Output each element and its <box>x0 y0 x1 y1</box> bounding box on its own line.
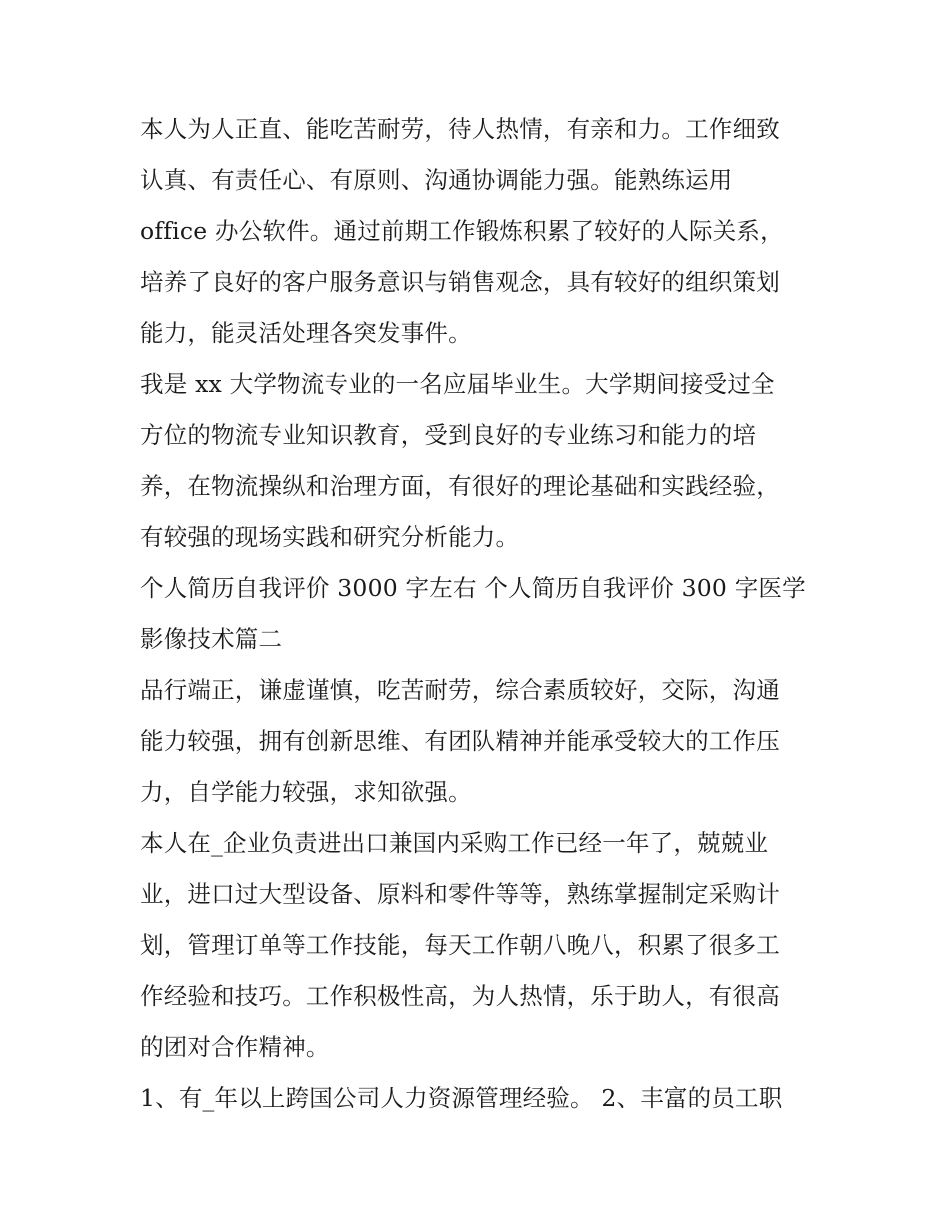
paragraph-line: 力，自学能力较强，求知欲强。 <box>140 778 472 806</box>
section-heading-line: 个人简历自我评价 3000 字左右 个人简历自我评价 300 字医学 <box>140 574 806 602</box>
document-body <box>140 104 820 1124</box>
paragraph-line: 能力较强，拥有创新思维、有团队精神并能承受较大的工作压 <box>140 727 780 755</box>
list-line: 1、有_年以上跨国公司人力资源管理经验。 2、丰富的员工职 <box>140 1084 783 1112</box>
paragraph-line: 作经验和技巧。工作积极性高，为人热情，乐于助人，有很高 <box>140 982 780 1010</box>
paragraph-line: 业，进口过大型设备、原料和零件等等，熟练掌握制定采购计 <box>140 880 780 908</box>
paragraph-line: 本人为人正直、能吃苦耐劳，待人热情，有亲和力。工作细致 <box>140 115 780 143</box>
paragraph-line: office 办公软件。通过前期工作锻炼积累了较好的人际关系， <box>140 217 784 245</box>
paragraph-line: 的团对合作精神。 <box>140 1033 330 1061</box>
paragraph-line: 品行端正，谦虚谨慎，吃苦耐劳，综合素质较好，交际，沟通 <box>140 676 780 704</box>
paragraph-line: 认真、有责任心、有原则、沟通协调能力强。能熟练运用 <box>140 166 733 194</box>
paragraph-line: 培养了良好的客户服务意识与销售观念，具有较好的组织策划 <box>140 268 780 296</box>
paragraph-line: 养，在物流操纵和治理方面，有很好的理论基础和实践经验， <box>140 472 780 500</box>
paragraph-line: 划，管理订单等工作技能，每天工作朝八晚八，积累了很多工 <box>140 931 780 959</box>
paragraph-line: 方位的物流专业知识教育，受到良好的专业练习和能力的培 <box>140 421 757 449</box>
paragraph-line: 能力，能灵活处理各突发事件。 <box>140 319 472 347</box>
section-heading-line: 影像技术篇二 <box>140 625 283 653</box>
paragraph-line: 有较强的现场实践和研究分析能力。 <box>140 523 520 551</box>
paragraph-line: 我是 xx 大学物流专业的一名应届毕业生。大学期间接受过全 <box>140 370 775 398</box>
paragraph-line: 本人在_企业负责进出口兼国内采购工作已经一年了，兢兢业 <box>140 829 769 857</box>
